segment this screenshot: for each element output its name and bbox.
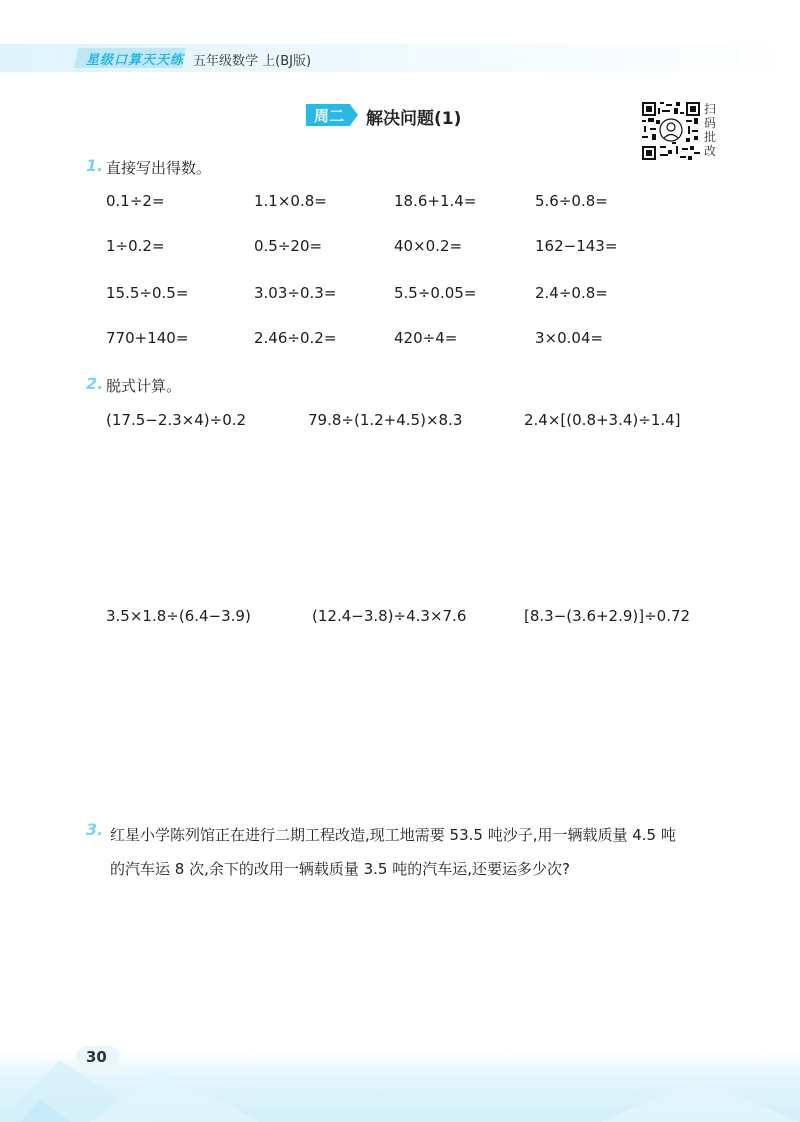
qr-caption-char: 改 bbox=[704, 144, 717, 158]
page-number: 30 bbox=[86, 1048, 107, 1066]
question-3-line-1: 红星小学陈列馆正在进行二期工程改造,现工地需要 53.5 吨沙子,用一辆载质量 4.5 吨 bbox=[110, 826, 676, 844]
oral-calc-item: 5.6÷0.8= bbox=[535, 192, 608, 210]
stepwise-calc-item: [8.3−(3.6+2.9)]÷0.72 bbox=[524, 607, 691, 625]
stepwise-calc-item: (12.4−3.8)÷4.3×7.6 bbox=[312, 607, 467, 625]
question-1-title: 直接写出得数。 bbox=[106, 159, 212, 177]
question-3-text bbox=[110, 818, 730, 886]
stepwise-calc-item: (17.5−2.3×4)÷0.2 bbox=[106, 411, 247, 429]
oral-calc-item: 1.1×0.8= bbox=[254, 192, 327, 210]
week-badge-label: 周二 bbox=[313, 107, 344, 125]
question-3-line-2: 的汽车运 8 次,余下的改用一辆载质量 3.5 吨的汽车运,还要运多少次? bbox=[110, 860, 570, 878]
oral-calc-item: 5.5÷0.05= bbox=[394, 284, 477, 302]
footer-decoration bbox=[0, 1040, 800, 1122]
oral-calc-item: 162−143= bbox=[535, 237, 618, 255]
question-2-number: 2. bbox=[86, 374, 104, 393]
oral-calc-item: 1÷0.2= bbox=[106, 237, 165, 255]
oral-calc-item: 0.5÷20= bbox=[254, 237, 323, 255]
oral-calc-item: 2.4÷0.8= bbox=[535, 284, 608, 302]
oral-calc-item: 40×0.2= bbox=[394, 237, 463, 255]
question-2-title: 脱式计算。 bbox=[106, 377, 182, 395]
stepwise-calc-item: 2.4×[(0.8+3.4)÷1.4] bbox=[524, 411, 681, 429]
oral-calc-item: 15.5÷0.5= bbox=[106, 284, 189, 302]
question-3-number: 3. bbox=[86, 820, 104, 839]
qr-caption bbox=[704, 102, 718, 158]
oral-calc-item: 18.6+1.4= bbox=[394, 192, 477, 210]
question-1-number: 1. bbox=[86, 156, 104, 175]
section-title: 解决问题(1) bbox=[366, 109, 462, 129]
qr-caption-char: 扫 bbox=[704, 102, 717, 116]
qr-caption-char: 批 bbox=[704, 130, 717, 144]
qr-caption-char: 码 bbox=[704, 116, 717, 130]
oral-calc-item: 0.1÷2= bbox=[106, 192, 165, 210]
qr-code-icon[interactable] bbox=[642, 102, 700, 160]
stepwise-calc-item: 79.8÷(1.2+4.5)×8.3 bbox=[308, 411, 463, 429]
oral-calc-item: 3.03÷0.3= bbox=[254, 284, 337, 302]
oral-calc-item: 770+140= bbox=[106, 329, 189, 347]
stepwise-calc-item: 3.5×1.8÷(6.4−3.9) bbox=[106, 607, 251, 625]
oral-calc-item: 2.46÷0.2= bbox=[254, 329, 337, 347]
series-brand: 星级口算天天练 bbox=[86, 53, 185, 68]
book-title: 五年级数学 上(BJ版) bbox=[193, 54, 312, 69]
oral-calc-item: 420÷4= bbox=[394, 329, 458, 347]
oral-calc-item: 3×0.04= bbox=[535, 329, 604, 347]
